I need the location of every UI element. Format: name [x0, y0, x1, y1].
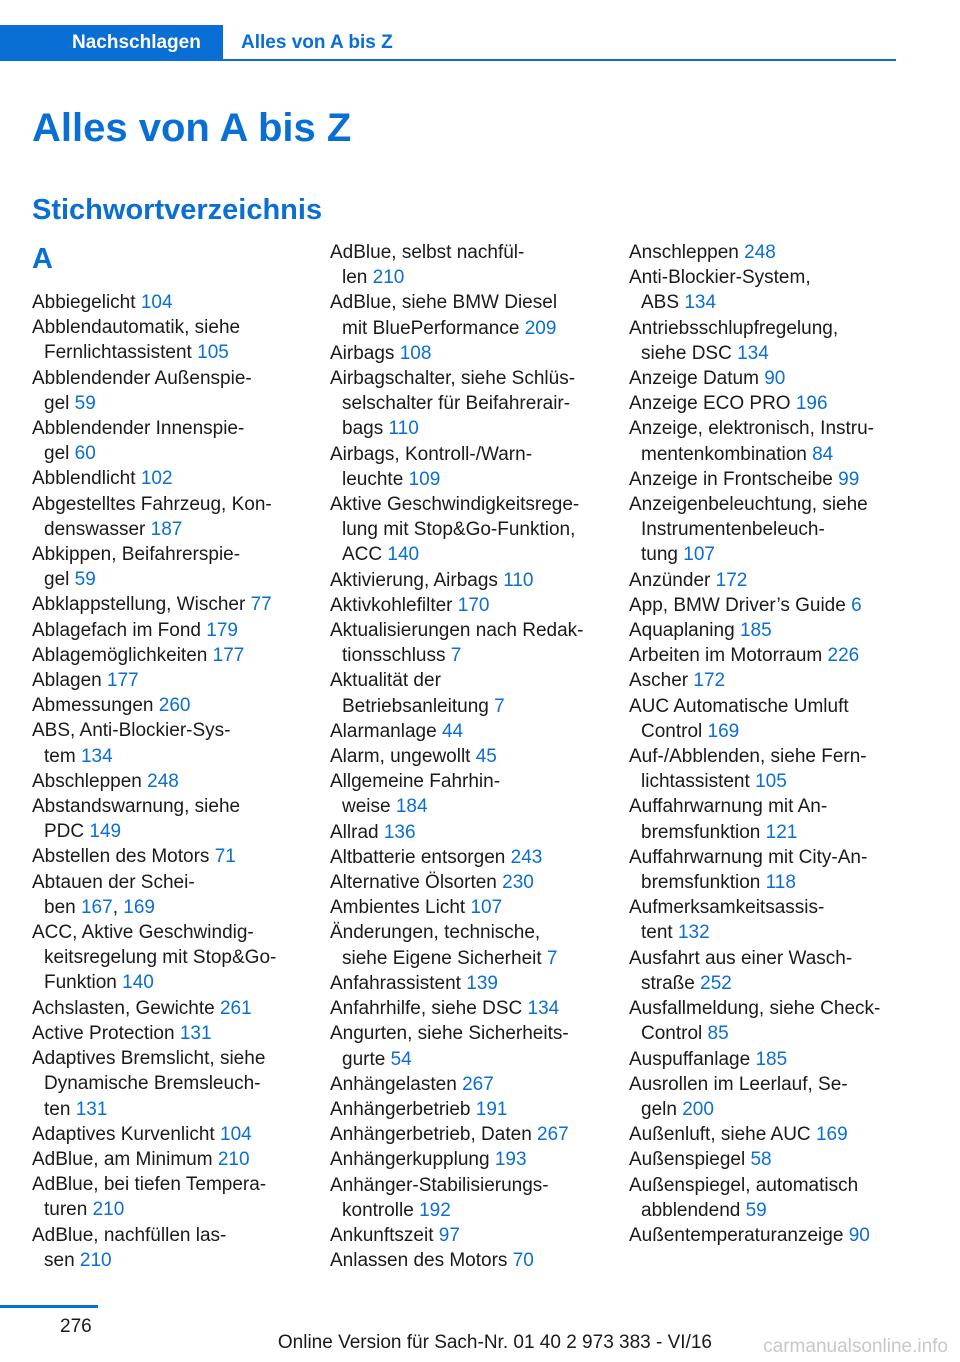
index-entry-text: AdBlue, bei tiefen Tempera‐ [32, 1174, 267, 1196]
footer-accent-line [0, 1305, 98, 1308]
index-entry [629, 694, 897, 744]
index-entry-text: Airbagschalter, siehe Schlüs‐ [330, 368, 576, 390]
index-entry [629, 643, 897, 668]
index-entry-text: Anhänger-Stabilisierungs‐ [330, 1174, 549, 1196]
page-reference-link[interactable]: 70 [512, 1250, 534, 1272]
index-entry-text: Abbiegelicht [32, 292, 136, 313]
index-entry-text: Auf-/Abblenden, siehe Fern‐ [629, 746, 867, 768]
index-entry [32, 794, 300, 844]
page-reference-link[interactable]: 261 [219, 997, 252, 1019]
index-entry-text: Abmessungen [32, 695, 154, 717]
page-reference-link[interactable]: 131 [75, 1098, 108, 1120]
index-column-3 [629, 240, 897, 1248]
index-entry-text: Anhängerkupplung [330, 1149, 490, 1171]
index-entry-text: Änderungen, technische, [330, 922, 541, 944]
page-reference-link[interactable]: 107 [683, 544, 715, 566]
index-entry-text: ben [44, 896, 76, 918]
page-reference-link[interactable]: 59 [74, 392, 96, 414]
index-entry-text: Alarm, ungewollt [330, 746, 471, 768]
index-entry-text: denswasser [44, 518, 146, 540]
page-reference-link[interactable]: 132 [677, 922, 710, 944]
page-reference-link[interactable]: 196 [795, 393, 828, 415]
index-entry-text: sen [44, 1249, 75, 1271]
page-subtitle: Stichwortverzeichnis [32, 194, 323, 226]
page-reference-link[interactable]: 109 [408, 468, 441, 490]
page-reference-link[interactable]: 45 [475, 746, 497, 768]
index-entry [330, 1072, 598, 1097]
page-reference-link[interactable]: 7 [494, 695, 505, 717]
page-reference-link[interactable]: 167 [80, 896, 113, 918]
index-entry-text: Antriebsschlupfregelung, [629, 317, 839, 339]
index-entry-text: Adaptives Kurvenlicht [32, 1123, 215, 1145]
index-entry-text: AdBlue, am Minimum [32, 1148, 213, 1170]
watermark: carmanualsonline.info [763, 1336, 948, 1357]
index-entry [32, 718, 300, 768]
index-entry-text: Control [641, 1023, 703, 1045]
index-entry [629, 467, 897, 492]
index-entry-text: Anhängelasten [330, 1073, 457, 1095]
page-reference-link[interactable]: 84 [812, 443, 834, 465]
page-reference-link[interactable]: 7 [450, 645, 462, 667]
page-reference-link[interactable]: 104 [140, 292, 173, 313]
page-reference-link[interactable]: 54 [390, 1048, 412, 1070]
index-entry [330, 366, 598, 442]
page-reference-link[interactable]: 170 [457, 594, 490, 616]
index-entry [629, 265, 897, 315]
page-reference-link[interactable]: 59 [745, 1199, 767, 1221]
index-entry-text: Anhängerbetrieb, Daten [330, 1124, 532, 1146]
index-entry-text: Ablagemöglichkeiten [32, 644, 208, 666]
index-entry [629, 1072, 897, 1122]
page-reference-link[interactable]: 243 [510, 846, 543, 868]
index-entry-text: abblendend [641, 1199, 741, 1221]
index-entry [32, 542, 300, 592]
page-reference-link[interactable]: 110 [388, 418, 419, 440]
index-entry [330, 971, 598, 996]
page-reference-link[interactable]: 99 [838, 468, 860, 490]
index-entry-text: Alternative Ölsorten [330, 872, 497, 894]
index-entry-text: Anzeige Datum [629, 368, 759, 390]
page-reference-link[interactable]: 140 [122, 972, 154, 994]
page-reference-link[interactable]: 85 [707, 1023, 729, 1045]
index-entry [330, 1223, 598, 1248]
page-reference-link[interactable]: 110 [503, 569, 534, 591]
index-entry-text: siehe Eigene Sicherheit [342, 947, 542, 969]
page-reference-link[interactable]: 58 [750, 1149, 772, 1171]
page-reference-link[interactable]: 104 [220, 1123, 252, 1145]
index-entry [32, 416, 300, 466]
page-reference-link[interactable]: 209 [524, 317, 557, 339]
index-entry-text: len [342, 267, 368, 289]
index-entry [32, 1046, 300, 1122]
index-entry [330, 492, 598, 568]
index-entry [629, 593, 897, 618]
page-reference-link[interactable]: 177 [107, 670, 139, 692]
index-entry-text: keitsregelung mit Stop&Go- [44, 947, 277, 969]
page-reference-link[interactable]: 121 [765, 821, 798, 843]
index-entry-text: Ausrollen im Leerlauf, Se‐ [629, 1073, 848, 1095]
index-entry-text: Fernlichtassistent [44, 342, 192, 364]
page-reference-link[interactable]: 193 [494, 1149, 527, 1171]
index-entry [330, 1147, 598, 1172]
index-entry [629, 845, 897, 895]
index-entry-text: lung mit Stop&Go-Funktion, [342, 519, 576, 541]
page-reference-link[interactable]: 136 [383, 821, 416, 843]
index-entry-text: Ambientes Licht [330, 897, 466, 919]
index-entry-text: Anzeige ECO PRO [629, 393, 791, 415]
page-reference-link[interactable]: 118 [765, 872, 796, 894]
index-entry-text: Ausfahrt aus einer Wasch‐ [629, 947, 853, 969]
tab-alles-von-a-bis-z[interactable]: Alles von A bis Z [241, 32, 393, 53]
page-reference-link[interactable]: 107 [470, 897, 503, 919]
index-entry [32, 618, 300, 643]
index-entry-text: Anzeige, elektronisch, Instru‐ [629, 418, 875, 440]
page-reference-link[interactable]: 210 [372, 267, 405, 289]
page-reference-link[interactable]: 90 [764, 368, 786, 390]
page-reference-link[interactable]: 267 [537, 1124, 569, 1146]
index-entry-text: Allrad [330, 821, 379, 843]
index-entry-text: Dynamische Bremsleuch‐ [44, 1073, 261, 1095]
index-entry: Abtauen der Schei‐ ben 167, 169 [32, 871, 195, 918]
page-reference-link[interactable]: 248 [147, 770, 179, 792]
index-entry-text: Aktivkohlefilter [330, 594, 453, 616]
page-reference-link[interactable]: 59 [74, 569, 96, 591]
index-entry-text: Anfahrassistent [330, 972, 461, 994]
index-entry [32, 693, 300, 718]
index-entry-text: Ablagen [32, 670, 102, 692]
page-reference-link[interactable]: 184 [395, 796, 428, 818]
index-entry-text: bremsfunktion [641, 872, 761, 894]
index-entry-text: gel [44, 569, 70, 591]
index-entry-text: Abstandswarnung, siehe [32, 796, 241, 818]
index-entry-text: Anlassen des Motors [330, 1250, 508, 1272]
index-column-1 [32, 240, 300, 1273]
page-reference-link[interactable]: 7 [546, 947, 558, 969]
index-entry [330, 1021, 598, 1071]
page-reference-link[interactable]: 108 [399, 342, 432, 364]
index-entry-text: Adaptives Bremslicht, siehe [32, 1048, 266, 1070]
index-entry-text: Active Protection [32, 1022, 175, 1044]
index-entry-text: Betriebsanleitung [342, 695, 489, 717]
index-entry [629, 996, 897, 1046]
index-entry-text: ACC [342, 544, 383, 566]
index-entry [330, 568, 598, 593]
index-entry-text: Ablagefach im Fond [32, 619, 201, 641]
index-entry-text: Anhängerbetrieb [330, 1098, 471, 1120]
page-reference-link[interactable]: 169 [123, 896, 155, 918]
index-entry-text: Auspuffanlage [629, 1048, 751, 1070]
index-entry [629, 316, 897, 366]
index-entry-text: ABS [641, 292, 680, 314]
index-entry-text: Aktivierung, Airbags [330, 569, 498, 591]
page-reference-link[interactable]: 172 [715, 569, 748, 591]
index-entry [32, 844, 300, 869]
index-entry-text: App, BMW Driver’s Guide [629, 594, 846, 616]
index-entry [629, 946, 897, 996]
index-entry [32, 769, 300, 794]
index-entry [629, 1223, 897, 1248]
page-reference-link[interactable]: 134 [80, 745, 113, 767]
index-entry-text: straße [641, 972, 695, 994]
index-entry-text: AdBlue, nachfüllen las‐ [32, 1224, 227, 1246]
index-entry-text: Funktion [44, 972, 117, 994]
index-entry-text: bags [342, 418, 384, 440]
index-entry-text: gurte [342, 1048, 386, 1070]
page-reference-link[interactable]: 77 [250, 594, 272, 616]
index-entry-text: PDC [44, 821, 85, 843]
index-column-2 [330, 240, 598, 1273]
index-entry [32, 1223, 300, 1273]
index-entry-text: weise [342, 796, 391, 818]
index-entry-text: tent [641, 922, 673, 944]
page-reference-link[interactable]: 200 [682, 1098, 714, 1120]
page-reference-link[interactable]: 105 [197, 342, 229, 364]
index-entry [629, 794, 897, 844]
index-entry [629, 618, 897, 643]
page-reference-link[interactable]: 149 [89, 821, 122, 843]
index-entry-text: Anzeigenbeleuchtung, siehe [629, 494, 868, 516]
page-reference-link[interactable]: 187 [150, 518, 183, 540]
index-entry [629, 568, 897, 593]
index-entry-text: Abgestelltes Fahrzeug, Kon‐ [32, 493, 272, 515]
page-reference-link[interactable]: 185 [739, 620, 772, 642]
index-entry-text: Abblendlicht [32, 468, 136, 490]
index-entry [330, 996, 598, 1021]
page-reference-link[interactable]: 179 [206, 619, 238, 641]
index-entry [629, 240, 897, 265]
tab-underline [223, 59, 896, 61]
index-entry-text: Auffahrwarnung mit An‐ [629, 796, 828, 818]
page-reference-link[interactable]: 226 [827, 645, 860, 667]
index-entry-text: Außentemperaturanzeige [629, 1224, 844, 1246]
index-entry-text: Anti-Blockier-System, [629, 267, 811, 289]
index-entry-text: Aufmerksamkeitsassis‐ [629, 897, 825, 919]
index-entry-text: leuchte [342, 468, 404, 490]
index-entry [330, 1173, 598, 1223]
index-entry-text: Aquaplaning [629, 620, 735, 642]
page-reference-link[interactable]: 260 [158, 695, 191, 717]
index-entry [32, 1021, 300, 1046]
index-entry-text: tem [44, 745, 76, 767]
index-entry-text: Abblendender Innenspie‐ [32, 418, 245, 440]
index-entry-text: gel [44, 443, 70, 465]
index-entry [629, 744, 897, 794]
page-reference-link[interactable]: 248 [744, 242, 776, 263]
index-entry-text: lichtassistent [641, 771, 750, 793]
index-entry [32, 643, 300, 668]
index-entry-text: Auffahrwarnung mit City-An‐ [629, 846, 868, 868]
index-entry [629, 668, 897, 693]
index-entry [330, 719, 598, 744]
index-entry [32, 366, 300, 416]
index-entry-text: Airbags [330, 342, 395, 364]
index-entry-text: Ascher [629, 670, 689, 692]
index-entry [32, 1122, 300, 1147]
page-title: Alles von A bis Z [32, 106, 352, 150]
index-entry [32, 996, 300, 1021]
page-reference-link[interactable]: 71 [214, 846, 236, 868]
index-entry-text: Außenspiegel [629, 1149, 746, 1171]
index-entry [330, 668, 598, 718]
index-entry [330, 820, 598, 845]
index-entry-text: mentenkombination [641, 443, 807, 465]
index-entry-text: siehe DSC [641, 342, 732, 364]
index-entry-text: AUC Automatische Umluft [629, 695, 849, 717]
index-entry-text: Abtauen der Schei‐ [32, 871, 195, 893]
page-reference-link[interactable]: 169 [815, 1124, 848, 1146]
index-entry [32, 920, 300, 996]
page-reference-link[interactable]: 252 [700, 972, 732, 994]
index-entry-text: Außenspiegel, automatisch [629, 1174, 859, 1196]
index-entry [330, 618, 598, 668]
index-entry [330, 1122, 598, 1147]
page-reference-link[interactable]: 210 [217, 1148, 250, 1170]
index-entry [629, 1147, 897, 1172]
index-entry [330, 845, 598, 870]
tab-nachschlagen[interactable]: Nachschlagen [0, 25, 223, 61]
page-reference-link[interactable]: 105 [755, 771, 787, 793]
index-entry-text: Airbags, Kontroll-/Warn‐ [330, 443, 533, 465]
page-reference-link[interactable]: 177 [212, 644, 245, 666]
index-entry-text: Aktive Geschwindigkeitsrege‐ [330, 494, 580, 516]
index-entry-text: Achslasten, Gewichte [32, 997, 215, 1019]
index-entry [629, 416, 897, 466]
index-entry [32, 1147, 300, 1172]
index-entry-text: Abblendautomatik, siehe [32, 317, 241, 339]
page-reference-link[interactable]: 90 [848, 1224, 870, 1246]
index-entry [330, 341, 598, 366]
page-number: 276 [60, 1316, 92, 1337]
online-version-note: Online Version für Sach-Nr. 01 40 2 973 383 - VI/16 [277, 1332, 712, 1353]
page-reference-link[interactable]: 60 [74, 443, 96, 465]
page-reference-link[interactable]: 134 [737, 342, 769, 364]
index-entry [32, 315, 300, 365]
index-entry [330, 870, 598, 895]
page-reference-link[interactable]: 102 [140, 468, 173, 490]
index-entry-text: ACC, Aktive Geschwindig‐ [32, 922, 254, 944]
index-entry [629, 1122, 897, 1147]
page-reference-link[interactable]: 134 [684, 292, 717, 314]
index-entry [629, 895, 897, 945]
index-entry [330, 240, 598, 290]
index-entry-text: tung [641, 544, 678, 566]
index-entry-text: Ankunftszeit [330, 1224, 434, 1246]
index-entry [330, 1248, 598, 1273]
page-reference-link[interactable]: 97 [438, 1224, 460, 1246]
index-entry [330, 442, 598, 492]
index-entry [330, 290, 598, 340]
index-entry-text: Anschleppen [629, 242, 739, 263]
page-reference-link[interactable]: 6 [851, 594, 862, 616]
index-entry-text: Altbatterie entsorgen [330, 846, 506, 868]
index-entry-text: ABS, Anti-Blockier-Sys‐ [32, 720, 231, 742]
index-entry-text: Alarmanlage [330, 720, 437, 742]
index-entry [629, 1047, 897, 1072]
page-reference-link[interactable]: 267 [462, 1073, 494, 1095]
page-reference-link[interactable]: 192 [419, 1199, 451, 1221]
page-reference-link[interactable]: 185 [755, 1048, 788, 1070]
index-entry [629, 366, 897, 391]
index-entry-text: Abstellen des Motors [32, 846, 210, 868]
index-entry [629, 1173, 897, 1223]
index-entry-text: Abklappstellung, Wischer [32, 594, 246, 616]
index-entry-text: geln [641, 1098, 677, 1120]
index-entry [32, 290, 300, 315]
index-entry-text: Angurten, siehe Sicherheits‐ [330, 1023, 569, 1045]
page-reference-link[interactable]: 210 [79, 1249, 112, 1271]
index-entry [330, 1097, 598, 1122]
index-entry [330, 744, 598, 769]
page-reference-link[interactable]: 210 [92, 1199, 125, 1221]
index-entry-text: Aktualisierungen nach Redak‐ [330, 620, 584, 642]
index-entry-text: mit BluePerformance [342, 317, 520, 339]
index-entry-text: Anzeige in Frontscheibe [629, 468, 833, 490]
index-entry [629, 492, 897, 568]
page-reference-link[interactable]: 140 [387, 544, 420, 566]
page-reference-link[interactable]: 131 [179, 1022, 212, 1044]
index-entry-text: kontrolle [342, 1199, 414, 1221]
page-reference-link[interactable]: 230 [502, 872, 534, 894]
index-entry-text: Instrumentenbeleuch‐ [641, 519, 825, 541]
index-entry-text: Abblendender Außenspie‐ [32, 367, 252, 389]
index-entry [32, 1172, 300, 1222]
page-reference-link[interactable]: 139 [466, 972, 498, 994]
index-entry-text: ten [44, 1098, 71, 1120]
index-entry-text: Anfahrhilfe, siehe DSC [330, 998, 523, 1020]
index-entry [330, 920, 598, 970]
index-entry-text: Aktualität der [330, 670, 441, 692]
index-entry-text: Abkippen, Beifahrerspie‐ [32, 544, 241, 566]
index-entry [32, 466, 300, 491]
header-bar [0, 25, 896, 61]
index-entry [330, 769, 598, 819]
page-reference-link[interactable]: 134 [527, 998, 560, 1020]
index-entry-text: Abschleppen [32, 770, 142, 792]
index-entry-text: Außenluft, siehe AUC [629, 1124, 811, 1146]
index-entry-text: Anzünder [629, 569, 711, 591]
index-entry [32, 492, 300, 542]
page-reference-link[interactable]: 44 [441, 720, 464, 742]
index-entry-text: tionsschluss [342, 645, 446, 667]
index-entry-text: Control [641, 720, 703, 742]
index-entry [32, 592, 300, 617]
index-entry [330, 895, 598, 920]
index-entry-text: Arbeiten im Motorraum [629, 645, 823, 667]
index-entry-text: AdBlue, selbst nachfül‐ [330, 242, 525, 263]
index-entry-text: Allgemeine Fahrhin‐ [330, 771, 501, 793]
page-reference-link[interactable]: 172 [693, 670, 726, 692]
index-entry-text: selschalter für Beifahrerair‐ [342, 393, 571, 415]
index-entry-text: bremsfunktion [641, 821, 761, 843]
index-letter: A [32, 243, 53, 275]
index-entry-text: gel [44, 392, 70, 414]
index-entry [330, 593, 598, 618]
page-reference-link[interactable]: 169 [707, 720, 740, 742]
index-entry [32, 668, 300, 693]
page-reference-link[interactable]: 191 [475, 1098, 508, 1120]
index-entry-text: turen [44, 1199, 88, 1221]
index-entry-text: Ausfallmeldung, siehe Check- [629, 998, 881, 1020]
index-entry-text: AdBlue, siehe BMW Diesel [330, 292, 558, 314]
index-entry [629, 391, 897, 416]
